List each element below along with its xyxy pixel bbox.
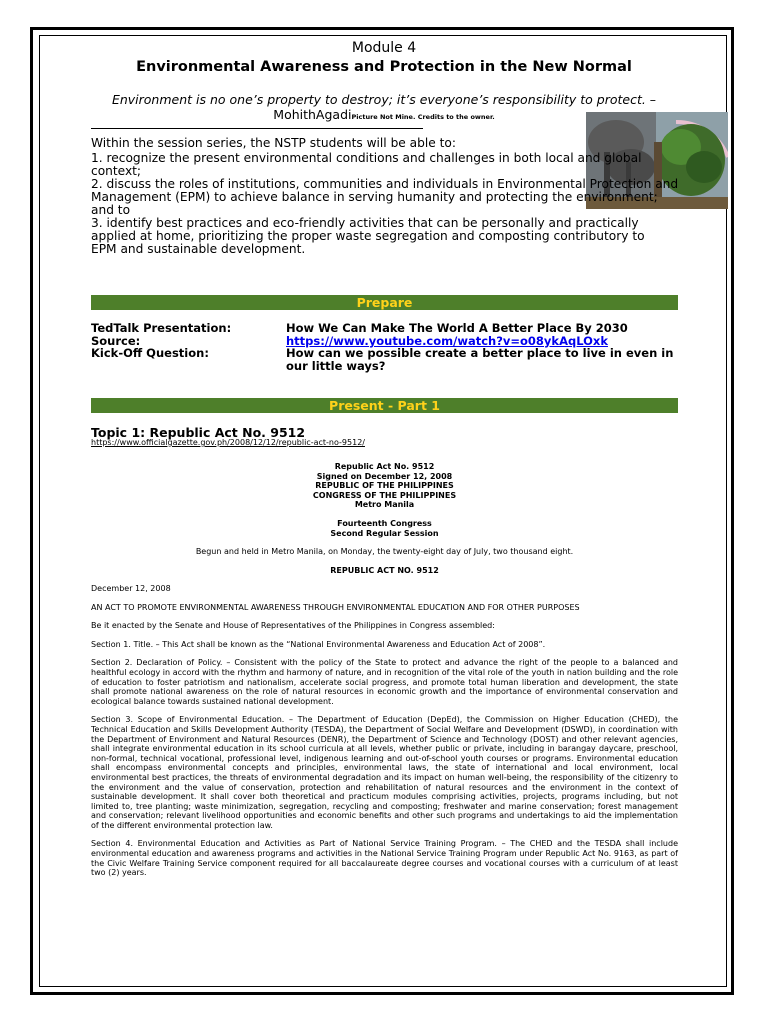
act-body: [91, 584, 678, 887]
act-paragraph: AN ACT TO PROMOTE ENVIRONMENTAL AWARENESS THROUGH ENVIRONMENTAL EDUCATION AND FOR OTHER PURPOSES: [91, 602, 580, 612]
row-value: How We Can Make The World A Better Place By 2030: [286, 321, 628, 335]
act-header-line: Metro Manila: [354, 500, 415, 510]
prepare-heading: Prepare: [91, 295, 678, 310]
quote-author: – MohithAgadi: [273, 92, 657, 122]
objective-item: 1. recognize the present environmental conditions and challenges in both local and global context;: [91, 151, 642, 178]
objectives-lead: Within the session series, the NSTP students will be able to:: [91, 136, 456, 150]
act-paragraph: Section 3. Scope of Environmental Education. – The Department of Education (DepEd), the Commission on Higher Education (CHED), the Technical Education and Skills Development Authority (TESDA), the Department of Social Welfare and Development (DSWD), in coordination with the Department of Environment and Natural Resources (DENR), the Department of Science and Technology (DOST) and other relevant agencies, shall integrate environmental education in its school curricula at all levels, whether public or private, including in barangay daycare, preschool, non-formal, technical vocational, professional level, indigenous learning and out-of-school youth courses or programs. Environmental education shall encompass environmental concepts and principles, environmental laws, the state of international and local environment, local environmental best practices, the threats of environmental degradation and its impact on human well-being, the responsibility of the citizenry to the environment and the value of conservation, protection and rehabilitation of natural resources and the environment in the context of sustainable development. It shall cover both theoretical and practicum modules comprising activities, projects, programs including, but not limited to, tree planting; waste minimization, segregation, recycling and composting; freshwater and marine conservation; forest management and conservation; relevant livelihood opportunities and economic benefits and other such programs and undertakings to aid the implementation of the different environmental protection law.: [91, 715, 678, 830]
separator-line: [91, 128, 423, 129]
row-value: How can we possible create a better place to live in even in our little ways?: [286, 346, 674, 373]
act-paragraph: Be it enacted by the Senate and House of Representatives of the Philippines in Congress assembled:: [91, 621, 495, 631]
act-paragraph: Section 4. Environmental Education and Activities as Part of National Service Training Program. – The CHED and the TESDA shall include environmental education and awareness programs and activities in the National Service Training Program under Republic Act No. 9163, as part of the Civic Welfare Training Service component required for all baccalaureate degree courses and vocational courses with a curriculum of at least two (2) years.: [91, 839, 678, 878]
gazette-link[interactable]: https://www.officialgazette.gov.ph/2008/12/12/republic-act-no-9512/: [91, 438, 365, 447]
row-label: Kick-Off Question:: [91, 346, 209, 360]
objective-item: EPM and sustainable development.: [91, 242, 306, 256]
topic-title: Topic 1: Republic Act No. 9512: [91, 425, 306, 440]
congress-line: Second Regular Session: [330, 528, 439, 538]
present-heading: Present - Part 1: [91, 398, 678, 413]
act-paragraph: Section 2. Declaration of Policy. – Consistent with the policy of the State to protect and advance the right of the people to a balanced and healthful ecology in accord with the rhythm and harmony of nature, and in recognition of the vital role of the youth in nation building and the role of education to foster patriotism and nationalism, accelerate social progress, and promote total human liberation and development, the state shall promote national awareness on the role of natural resources in economic growth and the importance of environmental conservation and ecological balance towards sustained national development.: [91, 658, 678, 706]
act-header-line: REPUBLIC OF THE PHILIPPINES: [315, 481, 454, 491]
objective-item: applied at home, prioritizing the proper waste segregation and composting contributory to: [91, 229, 645, 243]
begun-statement: Begun and held in Metro Manila, on Monday, the twenty-eight day of July, two thousand eight.: [195, 547, 574, 556]
page-title: Environmental Awareness and Protection in the New Normal: [136, 59, 632, 75]
act-header-line: CONGRESS OF THE PHILIPPINES: [312, 490, 457, 500]
act-header: [91, 462, 678, 510]
source-link[interactable]: https://www.youtube.com/watch?v=o08ykAqLOxk: [286, 334, 608, 348]
quote: [100, 92, 668, 125]
objective-item: 3. identify best practices and eco-friendly activities that can be personally and practically: [91, 216, 639, 230]
picture-credit: Picture Not Mine. Credits to the owner.: [351, 113, 495, 121]
row-label: Source:: [91, 334, 141, 348]
quote-text: Environment is no one’s property to destroy; it’s everyone’s responsibility to protect.: [111, 92, 646, 107]
row-label: TedTalk Presentation:: [91, 321, 232, 335]
congress-line: Fourteenth Congress: [337, 519, 432, 528]
act-paragraph: December 12, 2008: [91, 584, 171, 593]
act-header-line: Republic Act No. 9512: [334, 462, 435, 471]
objectives-section: [91, 137, 681, 256]
congress-session: [91, 519, 678, 538]
objective-item: 2. discuss the roles of institutions, communities and individuals in Environmental Protection and Management (EPM) to achieve balance in serving humanity and protecting the environment; and to: [91, 177, 679, 217]
act-header-line: Signed on December 12, 2008: [316, 471, 453, 481]
act-paragraph: Section 1. Title. – This Act shall be known as the “National Environmental Awareness and Education Act of 2008”.: [91, 639, 546, 649]
act-number: REPUBLIC ACT NO. 9512: [330, 566, 439, 575]
module-label: Module 4: [351, 40, 417, 56]
